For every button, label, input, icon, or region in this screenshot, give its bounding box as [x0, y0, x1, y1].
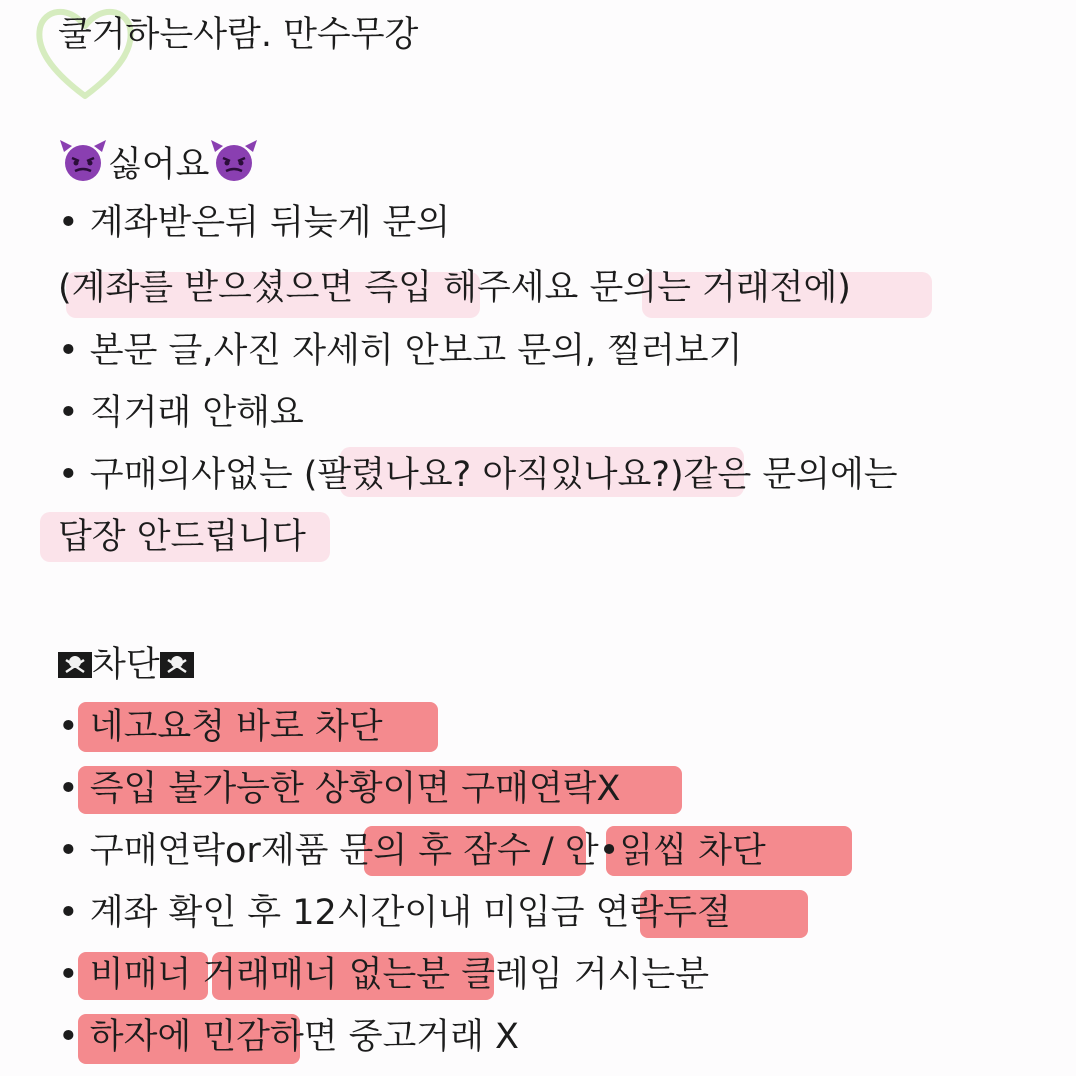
smiling-devil-icon	[209, 138, 259, 182]
dislike-heading-text: 싫어요	[108, 145, 210, 185]
dislike-item: 답장 안드립니다	[58, 517, 306, 557]
dislike-item: • 구매의사없는 (팔렸나요? 아직있나요?)같은 문의에는	[58, 455, 898, 495]
smiling-devil-icon	[58, 138, 108, 182]
dislike-heading	[58, 138, 259, 188]
dislike-item: (계좌를 받으셨으면 즉입 해주세요 문의는 거래전에)	[58, 268, 851, 308]
page-title: 쿨거하는사람. 만수무강	[58, 15, 419, 55]
dislike-item: • 직거래 안해요	[58, 393, 304, 433]
pirate-flag-icon	[58, 650, 92, 682]
block-heading-text: 차단	[92, 645, 160, 685]
dislike-item: • 본문 글,사진 자세히 안보고 문의, 찔러보기	[58, 331, 743, 371]
block-item: • 계좌 확인 후 12시간이내 미입금 연락두절	[58, 893, 731, 933]
dislike-item: • 계좌받은뒤 뒤늦게 문의	[58, 203, 451, 243]
block-item: • 하자에 민감하면 중고거래 X	[58, 1017, 520, 1057]
block-item: • 비매너 거래매너 없는분 클레임 거시는분	[58, 955, 710, 995]
block-item: • 구매연락or제품 문의 후 잠수 / 안•읽씹 차단	[58, 831, 766, 871]
block-item: • 네고요청 바로 차단	[58, 707, 383, 747]
block-heading	[58, 642, 194, 688]
block-item: • 즉입 불가능한 상황이면 구매연락X	[58, 769, 621, 809]
pirate-flag-icon	[160, 650, 194, 682]
